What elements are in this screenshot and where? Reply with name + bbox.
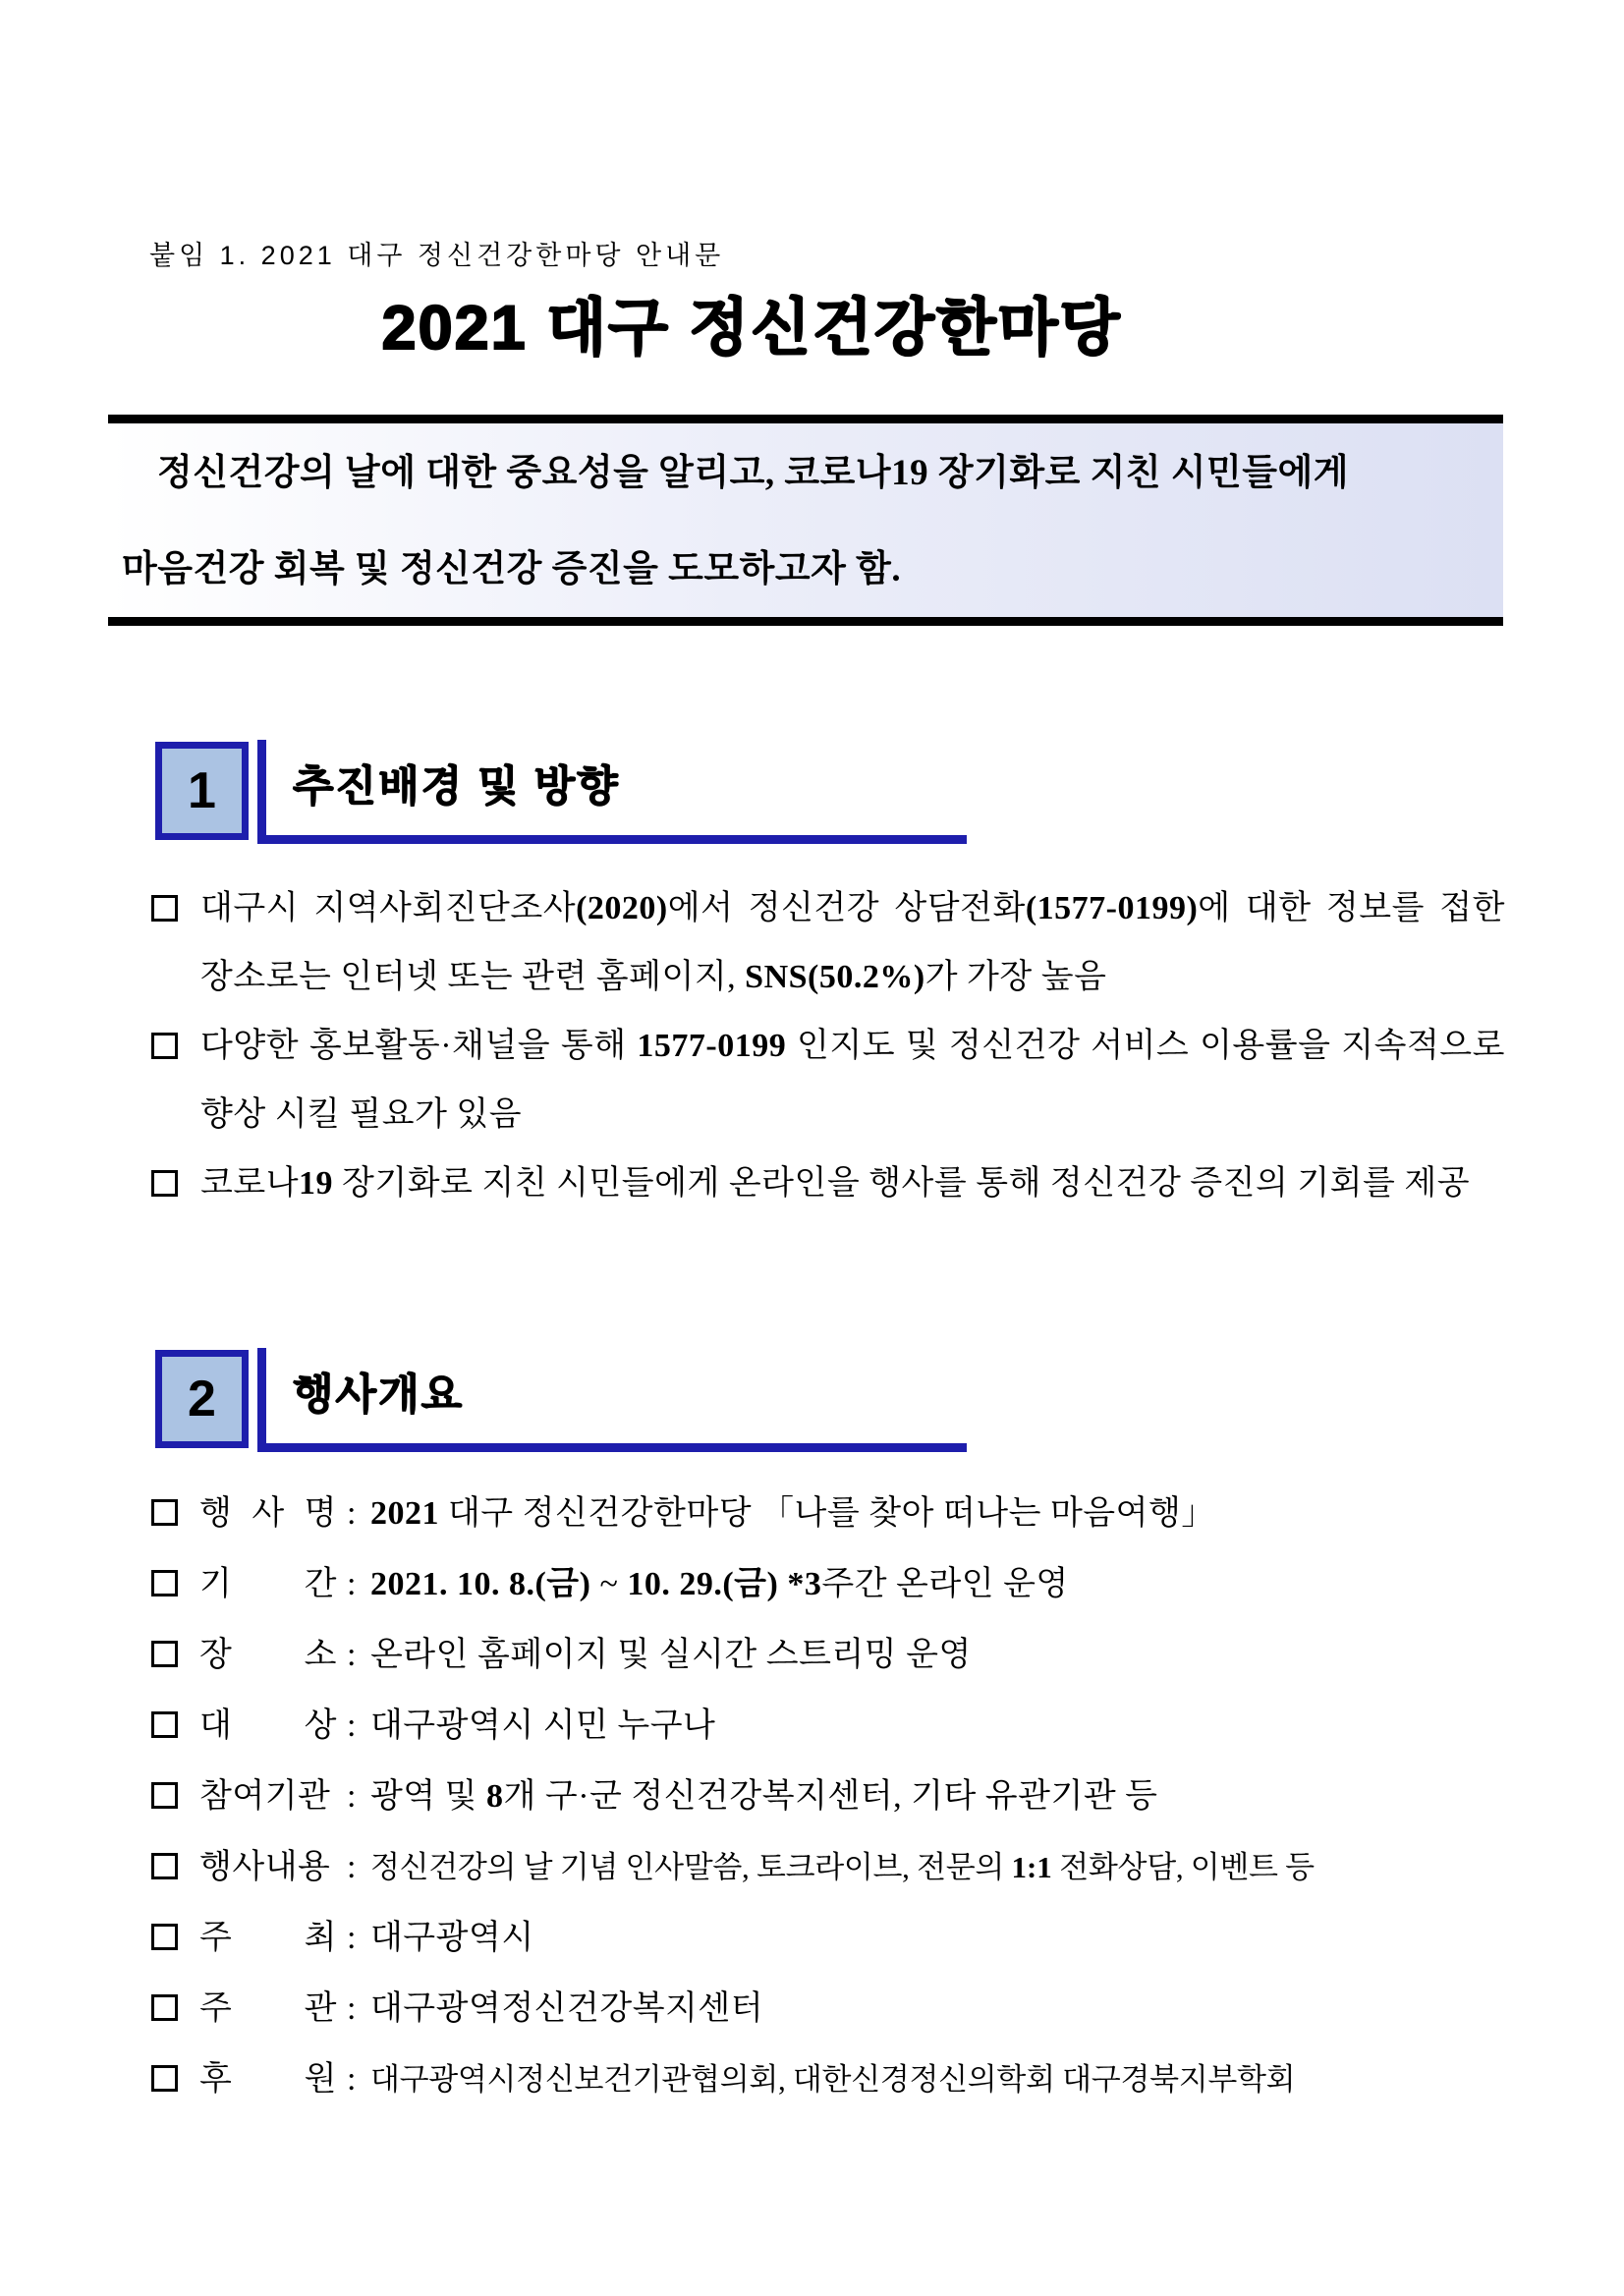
attachment-note: 붙임 1. 2021 대구 정신건강한마당 안내문 <box>149 241 725 270</box>
text: 대구광역시 <box>369 1920 534 1956</box>
list-item <box>149 1549 1517 1620</box>
text: 장기화로 지친 시민들에게 온라인을 행사를 통해 정신건강 증진의 기회를 제공 <box>333 1165 1471 1202</box>
text: 정신건강의 날 기념 인사말씀, 토크라이브, 전문의 <box>369 1850 1012 1884</box>
label-colon: : <box>347 1778 357 1815</box>
section-1-rule-horizontal <box>257 835 967 844</box>
list-item <box>149 1974 1517 2044</box>
item-label: 행사내용 <box>199 1849 331 1885</box>
list-item <box>149 1832 1517 1903</box>
section-2-heading: 행사개요 <box>293 1372 465 1419</box>
purpose-line-1: 정신건강의 날에 대한 중요성을 알리고, 코로나19 장기화로 지친 시민들에게 <box>157 453 1350 493</box>
item-value <box>370 2062 1295 2097</box>
bullet-item <box>149 1012 1505 1149</box>
checkbox-bullet-icon <box>151 1033 178 1059</box>
label-colon: : <box>347 1990 357 2027</box>
section-1-number-badge: 1 <box>155 742 249 840</box>
bold-text: 1577-0199 <box>637 1028 787 1064</box>
text: 대구시 지역사회진단조사 <box>200 890 577 926</box>
bullet-item <box>149 874 1505 1012</box>
checkbox-bullet-icon <box>151 1170 178 1197</box>
list-item <box>149 1691 1517 1762</box>
bullet-text <box>200 1165 1470 1202</box>
text: 코로나 <box>200 1165 300 1202</box>
item-value <box>370 1920 534 1956</box>
bold-text: SNS(50.2%) <box>745 959 925 995</box>
text: 가 가장 높음 <box>924 959 1107 995</box>
bullet-item <box>149 1149 1505 1218</box>
label-colon: : <box>347 1495 357 1532</box>
item-label: 후 원 <box>199 2061 337 2098</box>
text: 전화상담, 이벤트 등 <box>1051 1850 1315 1884</box>
bold-text: 8 <box>486 1778 504 1815</box>
bold-text: 19 <box>299 1165 334 1202</box>
item-value <box>370 1708 715 1744</box>
item-label: 기 간 <box>199 1566 337 1602</box>
text: 다양한 홍보활동·채널을 통해 <box>200 1028 638 1064</box>
label-colon: : <box>347 1920 357 1956</box>
section-2-rule-vertical <box>257 1348 266 1452</box>
bold-text: (1577-0199) <box>1025 890 1199 926</box>
text: 에서 정신건강 상담전화 <box>667 890 1026 926</box>
item-label: 주 관 <box>199 1990 337 2027</box>
purpose-box <box>108 415 1503 626</box>
section-2-number-badge: 2 <box>155 1350 249 1448</box>
bullet-text <box>200 1028 1505 1133</box>
list-item <box>149 1620 1517 1691</box>
item-value <box>370 1566 1069 1602</box>
section-1-rule-vertical <box>257 740 266 844</box>
text: 대구광역정신건강복지센터 <box>369 1990 764 2027</box>
text: 광역 및 <box>369 1778 486 1815</box>
item-value <box>370 1990 763 2027</box>
list-item <box>149 1903 1517 1974</box>
section-2-header <box>108 1348 1503 1456</box>
bold-text: 10. 29.(금) *3 <box>627 1566 822 1602</box>
list-item <box>149 1762 1517 1832</box>
checkbox-bullet-icon <box>151 1711 178 1738</box>
item-label: 주 최 <box>199 1920 337 1956</box>
item-value <box>370 1495 1215 1532</box>
item-value <box>370 1637 972 1673</box>
checkbox-bullet-icon <box>151 1641 178 1667</box>
list-item <box>149 1479 1517 1549</box>
purpose-line-2: 마음건강 회복 및 정신건강 증진을 도모하고자 함. <box>122 549 902 589</box>
text: 개 구·군 정신건강복지센터, 기타 유관기관 등 <box>503 1778 1158 1815</box>
purpose-box-inner <box>122 423 1478 618</box>
text: 에 대한 정보를 접한 장소로는 인터넷 또는 관련 홈페이지, <box>200 890 1505 995</box>
checkbox-bullet-icon <box>151 1499 178 1526</box>
label-colon: : <box>347 1637 357 1673</box>
label-colon: : <box>347 1708 357 1744</box>
document-title: 2021 대구 정신건강한마당 <box>381 294 1122 363</box>
checkbox-bullet-icon <box>151 1782 178 1809</box>
list-item <box>149 2044 1517 2115</box>
item-label: 참여기관 <box>199 1778 331 1815</box>
text: 대구광역시정신보건기관협의회, 대한신경정신의학회 대구경북지부학회 <box>369 2062 1296 2097</box>
item-value <box>370 1778 1158 1815</box>
item-label: 행 사 명 <box>199 1495 337 1532</box>
label-colon: : <box>347 1566 357 1602</box>
checkbox-bullet-icon <box>151 1570 178 1596</box>
bold-text: (2020) <box>576 890 668 926</box>
section-2-rule-horizontal <box>257 1443 967 1452</box>
text: 대구광역시 시민 누구나 <box>369 1708 716 1744</box>
checkbox-bullet-icon <box>151 895 178 922</box>
checkbox-bullet-icon <box>151 1924 178 1950</box>
checkbox-bullet-icon <box>151 2065 178 2092</box>
item-value <box>370 1850 1315 1884</box>
checkbox-bullet-icon <box>151 1853 178 1879</box>
bold-text: 2021. 10. 8.(금) <box>369 1566 591 1602</box>
bold-text: 1:1 <box>1011 1850 1052 1884</box>
section-1-heading: 추진배경 및 방향 <box>293 763 620 811</box>
item-label: 대 상 <box>199 1708 337 1744</box>
text: 주간 온라인 운영 <box>821 1566 1069 1602</box>
text: ~ <box>590 1566 628 1602</box>
text: 온라인 홈페이지 및 실시간 스트리밍 운영 <box>369 1637 972 1673</box>
label-colon: : <box>347 1849 357 1885</box>
checkbox-bullet-icon <box>151 1994 178 2021</box>
section-1-body <box>149 874 1505 1218</box>
section-1-header <box>108 740 1503 848</box>
item-label: 장 소 <box>199 1637 337 1673</box>
bold-text: 2021 <box>369 1495 439 1532</box>
label-colon: : <box>347 2061 357 2098</box>
section-2-body <box>149 1479 1517 2115</box>
text: 인지도 및 정신건강 서비스 이용률을 지속적으로 향상 시킬 필요가 있음 <box>200 1028 1505 1133</box>
bullet-text <box>200 890 1505 995</box>
text: 대구 정신건강한마당 「나를 찾아 떠나는 마음여행」 <box>438 1495 1215 1532</box>
